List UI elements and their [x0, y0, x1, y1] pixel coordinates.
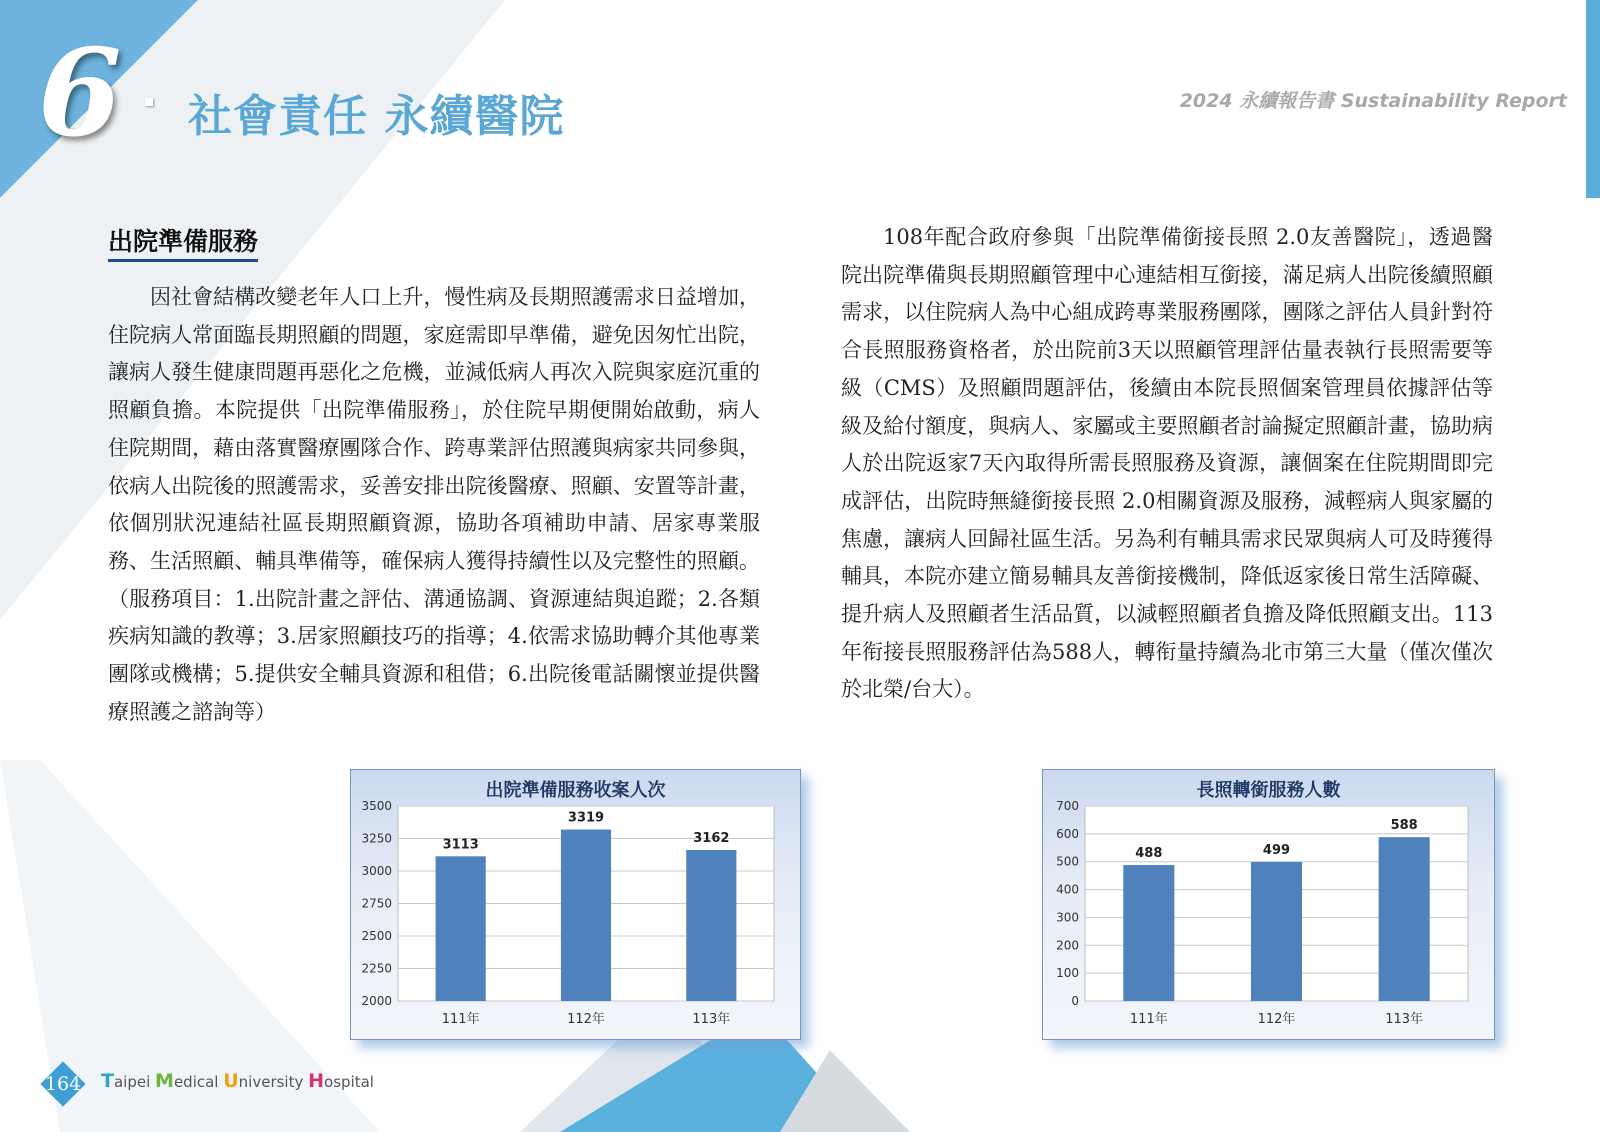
bar-value-label: 488 — [1135, 846, 1163, 862]
y-tick-label: 2000 — [361, 994, 392, 1008]
x-tick-label: 112年 — [567, 1012, 605, 1027]
y-tick-label: 0 — [1071, 994, 1079, 1008]
left-paragraph: 因社會結構改變老年人口上升，慢性病及長期照護需求日益增加，住院病人常面臨長期照顧的問題，家庭需即早準備，避免因匆忙出院，讓病人發生健康問題再惡化之危機，並減低病人再次入院與家庭沉重的照顧負擔。本院提供「出院準備服務」，於住院早期便開始啟動，病人住院期間，藉由落實醫療團隊合作、跨專業評估照護與病家共同參與，依病人出院後的照護需求，妥善安排出院後醫療、照顧、安置等計畫，依個別狀況連結社區長期照顧資源，協助各項補助申請、居家專業服務、生活照顧、輔具準備等，確保病人獲得持續性以及完整性的照顧。（服務項目：1.出院計畫之評估、溝通協調、資源連結與追蹤；2.各類疾病知識的教導；3.居家照顧技巧的指導；4.依需求協助轉介其他專業團隊或機構；5.提供安全輔具資源和租借；6.出院後電話關懷並提供醫療照護之諮詢等） — [108, 285, 760, 724]
hospital-name-initial: U — [223, 1070, 239, 1092]
chapter-number: 6 — [38, 23, 122, 164]
hospital-name-part: niversity — [238, 1073, 309, 1091]
bar-value-label: 588 — [1390, 818, 1418, 834]
bar-value-label: 3162 — [693, 830, 730, 846]
y-tick-label: 3500 — [361, 799, 392, 813]
y-tick-label: 700 — [1056, 799, 1079, 813]
y-tick-label: 100 — [1056, 966, 1079, 981]
x-tick-label: 113年 — [1385, 1012, 1424, 1027]
bar — [1123, 865, 1174, 1001]
bar — [1251, 862, 1302, 1001]
hospital-name-part: aipei — [113, 1073, 156, 1091]
x-tick-label: 111年 — [441, 1012, 480, 1027]
chapter-dot — [145, 98, 153, 106]
chapter-title: 社會責任 永續醫院 — [188, 91, 565, 142]
hospital-name-initial: M — [155, 1070, 174, 1092]
hospital-name-initial: T — [101, 1070, 114, 1092]
section-heading: 出院準備服務 — [108, 222, 258, 262]
hospital-name — [101, 1070, 374, 1092]
y-tick-label: 3000 — [361, 864, 392, 878]
chart-ltc-referrals — [1042, 769, 1495, 1040]
y-tick-label: 2750 — [361, 896, 392, 911]
y-tick-label: 2250 — [361, 961, 392, 976]
page-number: 164 — [44, 1073, 82, 1095]
bar — [686, 850, 736, 1001]
y-tick-label: 500 — [1056, 854, 1079, 869]
bar-value-label: 3113 — [442, 837, 479, 853]
bar-value-label: 499 — [1262, 842, 1291, 858]
y-tick-label: 600 — [1056, 826, 1079, 841]
bar-value-label: 3319 — [567, 810, 605, 826]
side-tab — [1586, 0, 1600, 198]
report-tag: 2024 永續報告書 Sustainability Report — [1179, 90, 1567, 112]
x-tick-label: 111年 — [1129, 1012, 1168, 1027]
hospital-name-part: ospital — [324, 1073, 374, 1091]
y-tick-label: 2500 — [361, 929, 392, 943]
y-tick-label: 300 — [1056, 910, 1079, 925]
hospital-name-part: edical — [173, 1073, 224, 1091]
bar — [436, 856, 486, 1001]
page-number-badge — [40, 1061, 86, 1107]
chart-title: 長照轉銜服務人數 — [1196, 780, 1341, 801]
bar — [1379, 837, 1430, 1001]
y-tick-label: 200 — [1056, 938, 1079, 953]
bar — [561, 830, 611, 1001]
chart-discharge-cases-svg — [351, 770, 800, 1039]
chart-title: 出院準備服務收案人次 — [485, 780, 666, 801]
hospital-name-initial: H — [308, 1070, 325, 1092]
y-tick-label: 3250 — [361, 831, 392, 846]
x-tick-label: 113年 — [692, 1012, 731, 1027]
right-paragraph: 108年配合政府參與「出院準備銜接長照 2.0友善醫院」，透過醫院出院準備與長期照顧管理中心連結相互銜接，滿足病人出院後續照顧需求，以住院病人為中心組成跨專業服務團隊，團隊之評估人員針對符合長照服務資格者，於出院前3天以照顧管理評估量表執行長照需要等級（CMS）及照顧問題評估，後續由本院長照個案管理員依據評估等級及給付額度，與病人、家屬或主要照顧者討論擬定照顧計畫，協助病人於出院返家7天內取得所需長照服務及資源，讓個案在住院期間即完成評估，出院時無縫銜接長照 2.0相關資源及服務，減輕病人與家屬的焦慮，讓病人回歸社區生活。另為利有輔具需求民眾與病人可及時獲得輔具，本院亦建立簡易輔具友善銜接機制，降低返家後日常生活障礙、提升病人及照顧者生活品質，以減輕照顧者負擔及降低照顧支出。113年衔接長照服務評估為588人，轉衔量持續為北市第三大量（僅次僅次於北榮/台大）。 — [841, 225, 1493, 702]
chart-ltc-referrals-svg — [1043, 770, 1494, 1039]
chart-discharge-cases — [350, 769, 801, 1040]
y-tick-label: 400 — [1056, 882, 1079, 897]
x-tick-label: 112年 — [1257, 1012, 1296, 1027]
